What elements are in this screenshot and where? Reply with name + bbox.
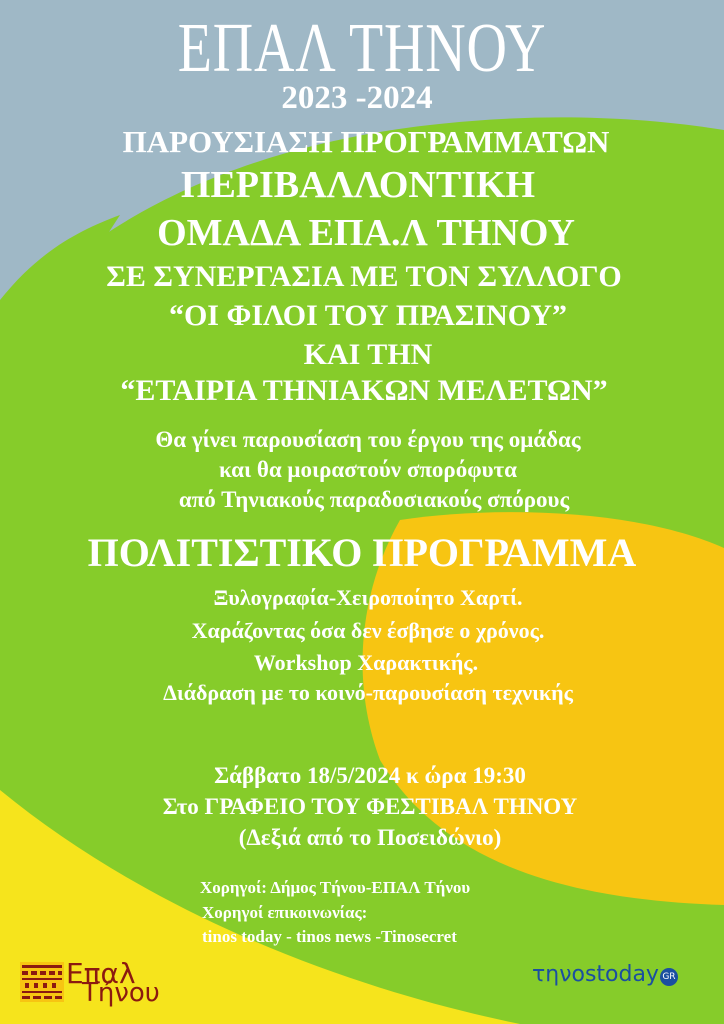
media-sponsors-label: Χορηγοί επικοινωνίας: [202,903,368,922]
event-date-time: Σάββατο 18/5/2024 κ ώρα 19:30 [214,763,526,788]
cooperation-line-3: ΚΑΙ ΤΗΝ [303,338,433,371]
cooperation-line-2: “ΟΙ ΦΙΛΟΙ ΤΟΥ ΠΡΑΣΙΝΟΥ” [168,299,568,332]
cooperation-line-4: “ΕΤΑΙΡΙΑ ΤΗΝΙΑΚΩΝ ΜΕΛΕΤΩΝ” [120,374,608,407]
description-line-2: και θα μοιραστούν σπορόφυτα [219,457,517,482]
school-years: 2023 -2024 [281,80,433,116]
poster-title: ΕΠΑΛ ΤΗΝΟΥ [177,10,547,87]
environmental-group-line-2: ΟΜΑΔΑ ΕΠΑ.Λ ΤΗΝΟΥ [157,212,575,254]
gr-badge-icon: GR [660,968,678,986]
description-line-3: από Τηνιακούς παραδοσιακούς σπόρους [178,487,570,512]
presentation-heading: ΠΑΡΟΥΣΙΑΣΗ ΠΡΟΓΡΑΜΜΑΤΩΝ [122,124,610,159]
sponsors-line: Χορηγοί: Δήμος Τήνου-ΕΠΑΛ Τήνου [200,878,471,897]
tinostoday-logo-text: τηνοstoday [532,962,659,987]
workshop-line-4: Διάδραση με το κοινό-παρουσίαση τεχνικής [163,680,573,705]
epal-tinos-logo [20,958,160,1008]
event-venue: Στο ΓΡΑΦΕΙΟ ΤΟΥ ΦΕΣΤΙΒΑΛ ΤΗΝΟΥ [162,794,578,819]
tinostoday-logo [532,964,702,990]
cooperation-line-1: ΣΕ ΣΥΝΕΡΓΑΣΙΑ ΜΕ ΤΟΝ ΣΥΛΛΟΓΟ [106,260,622,293]
media-sponsors-list: tinos today - tinos news -Tinosecret [202,927,457,946]
workshop-line-3: Workshop Χαρακτικής. [253,650,479,675]
workshop-line-1: Ξυλογραφία-Χειροποίητο Χαρτί. [213,585,523,610]
culture-program-heading: ΠΟΛΙΤΙΣΤΙΚΟ ΠΡΟΓΡΑΜΜΑ [87,530,637,575]
workshop-line-2: Χαράζοντας όσα δεν έσβησε ο χρόνος. [191,618,545,643]
environmental-group-line-1: ΠΕΡΙΒΑΛΛΟΝΤΙΚΗ [180,164,536,206]
woodcut-pattern-icon [20,962,64,1002]
epal-logo-text-2: Τήνου [82,978,160,1008]
epal-logo-text-1: Επαλ [66,957,136,990]
event-venue-note: (Δεξιά από το Ποσειδώνιο) [238,825,502,850]
description-line-1: Θα γίνει παρουσίαση του έργου της ομάδας [155,427,581,452]
